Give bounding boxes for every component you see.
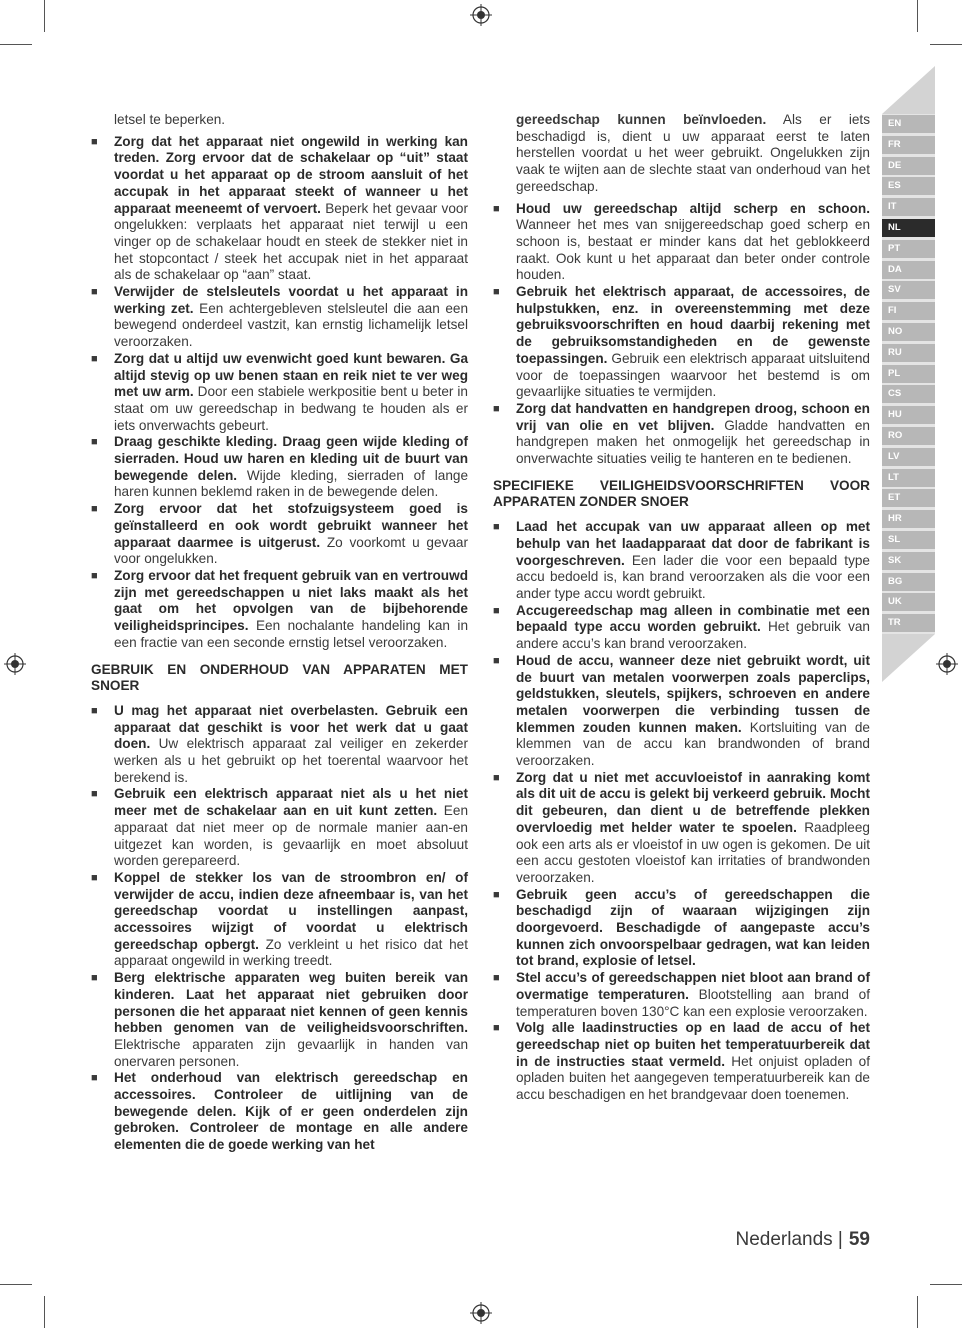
square-bullet-icon: ■ <box>493 1022 500 1035</box>
list-item <box>493 284 870 401</box>
crop-mark <box>44 1296 45 1328</box>
square-bullet-icon: ■ <box>493 972 500 985</box>
square-bullet-icon: ■ <box>91 436 98 449</box>
bold-text: Draag geschikte kleding. Draag geen wijde kleding of sierraden. Houd uw haren en kleding uit de buurt van bewegende delen. <box>114 434 468 483</box>
bold-text: Verwijder de stelsleutels voordat u het apparaat in werking zet. <box>114 284 468 316</box>
crop-mark <box>917 1296 918 1328</box>
list-item <box>493 1020 870 1104</box>
list-item <box>91 786 468 870</box>
body-text: Wanneer het mes van snijgereedschap goed scherp en schoon is, bestaat er minder kans dat het geblokkeerd raakt. Ook kunt u het apparaat dan beter onder controle houden. <box>516 217 870 283</box>
registration-mark-icon <box>936 653 958 675</box>
crop-mark <box>44 0 45 32</box>
bold-text: Zorg ervoor dat het stofzuigsysteem goed is geïnstalleerd en ook wordt gebruikt wanneer het apparaat daarmee is uitgerust. <box>114 501 468 550</box>
language-tab-tr[interactable]: TR <box>882 614 935 632</box>
paragraph <box>493 112 870 196</box>
list-item <box>91 134 468 284</box>
body-text: Kortsluiting van de klemmen van de accu kan brandwonden of brand veroorzaken. <box>516 719 870 769</box>
square-bullet-icon: ■ <box>493 654 500 667</box>
body-text: Wijde kleding, sierraden of lange haren kunnen beklemd raken in de bewegende delen. <box>114 467 468 500</box>
square-bullet-icon: ■ <box>493 286 500 299</box>
registration-mark-icon <box>4 653 26 675</box>
language-tab-sl[interactable]: SL <box>882 531 935 549</box>
list-item <box>493 887 870 971</box>
body-text: Zo voorkomt u gevaar voor ongelukken. <box>114 534 468 567</box>
left-column <box>91 112 468 1154</box>
body-text: Door een stabiele werkpositie bent u beter in staat om uw gereedschap in bedwang te houden als er iets onverwachts gebeurt. <box>114 384 468 433</box>
body-text: Het onjuist opladen of opladen buiten het aangegeven temperatuurbereik kan de accu beschadigen en het brandgevaar doen toenemen. <box>516 1053 871 1103</box>
language-tab-fi[interactable]: FI <box>882 302 935 320</box>
bullet-list <box>493 519 870 1104</box>
list-item <box>91 703 468 787</box>
language-tab-pt[interactable]: PT <box>882 240 935 258</box>
page-footer <box>735 1229 870 1251</box>
language-tab-it[interactable]: IT <box>882 198 935 216</box>
registration-mark-icon <box>470 1302 492 1324</box>
language-tab-no[interactable]: NO <box>882 323 935 341</box>
body-text: Gladde handvatten en handgrepen maken het onmogelijk het gereedschap in onverwachte situaties veilig te hanteren en te bedienen. <box>516 417 870 467</box>
square-bullet-icon: ■ <box>91 788 98 801</box>
crop-mark <box>0 44 32 45</box>
bold-text: Zorg ervoor dat het frequent gebruik van en vertrouwd zijn met gereedschappen u niet laks maakt als het gaat om het opvolgen van de bijbehorende veiligheidsprincipes. <box>114 567 468 634</box>
square-bullet-icon: ■ <box>91 135 98 148</box>
language-tab-ru[interactable]: RU <box>882 344 935 362</box>
bold-text: Houd uw gereedschap altijd scherp en schoon. <box>516 200 870 216</box>
list-item <box>91 970 468 1070</box>
square-bullet-icon: ■ <box>493 604 500 617</box>
bullet-list <box>91 134 468 652</box>
square-bullet-icon: ■ <box>91 286 98 299</box>
bold-text: U mag het apparaat niet overbelasten. Gebruik een apparaat dat geschikt is voor het werk dat u gaat doen. <box>114 702 468 752</box>
list-item <box>493 770 870 887</box>
right-column <box>493 112 870 1104</box>
language-tab-bg[interactable]: BG <box>882 573 935 591</box>
language-tab-nl[interactable]: NL <box>882 219 935 237</box>
crop-mark <box>0 1284 32 1285</box>
language-tab-da[interactable]: DA <box>882 261 935 279</box>
language-tab-ro[interactable]: RO <box>882 427 935 445</box>
language-tab-sk[interactable]: SK <box>882 552 935 570</box>
tab-strip-corner <box>882 634 935 682</box>
crop-mark <box>917 0 918 32</box>
footer-language: Nederlands | <box>735 1229 843 1250</box>
body-text: Elektrische apparaten zijn gevaarlijk in handen van onervaren personen. <box>114 1036 468 1069</box>
square-bullet-icon: ■ <box>493 771 500 784</box>
registration-mark-icon <box>470 4 492 26</box>
crop-mark <box>930 1284 962 1285</box>
square-bullet-icon: ■ <box>91 1072 98 1085</box>
square-bullet-icon: ■ <box>493 888 500 901</box>
language-tab-cs[interactable]: CS <box>882 385 935 403</box>
language-tab-lv[interactable]: LV <box>882 448 935 466</box>
bold-text: Laad het accupak van uw apparaat alleen op met behulp van het laadapparaat dat door de fabrikant is voorgeschreven. <box>516 519 870 568</box>
language-tab-es[interactable]: ES <box>882 177 935 195</box>
bold-text: Zorg dat het apparaat niet ongewild in werking kan treden. Zorg ervoor dat de schakelaar op “uit” staat voordat u het apparaat op de stroom aansluit of het accupak in het apparaat steekt of wanneer u het apparaat meeneemt of vervoert. <box>114 133 468 216</box>
section-heading: GEBRUIK EN ONDERHOUD VAN APPARATEN MET SNOER <box>91 661 468 694</box>
language-tab-hr[interactable]: HR <box>882 510 935 528</box>
list-item <box>91 351 468 435</box>
body-text: Een achtergebleven stelsleutel die aan een bewegend onderdeel vastzit, kan ernstig lichamelijk letsel veroorzaken. <box>114 300 468 350</box>
crop-mark <box>930 44 962 45</box>
bold-text: Het onderhoud van elektrisch gereedschap en accessoires. Controleer de uitlijning van de bewegende delen. Kijk of er geen onderdelen zijn gebroken. Controleer de montage en alle andere elementen die de goede werking van het <box>114 1070 468 1153</box>
bold-text: gereedschap kunnen beïnvloeden. <box>516 112 767 127</box>
square-bullet-icon: ■ <box>493 521 500 534</box>
body-text: Beperk het gevaar voor ongelukken: verplaats het apparaat niet terwijl u een vinger op de schakelaar houdt en steek de stekker niet in het stopcontact / steek het accupak niet in het apparaat als de schakelaar op “aan” staat. <box>114 200 468 283</box>
bullet-list <box>91 703 468 1154</box>
body-text: Een lader die voor een bepaald type accu bedoeld is, kan brand veroorzaken als die voor een ander type accu wordt gebruikt. <box>516 552 870 601</box>
bold-text: Houd de accu, wanneer deze niet gebruikt wordt, uit de buurt van metalen voorwerpen zoals paperclips, geldstukken, sleutels, spijkers, schroeven en andere metalen voorwerpen die verbinding tussen de klemmen zouden kunnen maken. <box>516 652 870 735</box>
bold-text: Volg alle laadinstructies op en laad de accu of het gereedschap niet op buiten het temperatuurbereik dat in de instructies staat vermeld. <box>516 1020 870 1069</box>
list-item <box>493 603 870 653</box>
square-bullet-icon: ■ <box>91 871 98 884</box>
body-text: Gebruik een elektrisch apparaat uitsluitend voor de toepassingen waarvoor het bestemd is om gevaarlijke situaties te vermijden. <box>516 350 870 400</box>
square-bullet-icon: ■ <box>91 569 98 582</box>
body-text: Het gebruik van andere accu’s kan brand veroorzaken. <box>516 619 870 652</box>
language-tab-lt[interactable]: LT <box>882 469 935 487</box>
square-bullet-icon: ■ <box>91 704 98 717</box>
list-item <box>91 870 468 970</box>
language-tab-pl[interactable]: PL <box>882 365 935 383</box>
body-text: Uw elektrisch apparaat zal veiliger en zekerder werken als u het gebruikt op het toerental waarvoor het berekend is. <box>114 736 468 785</box>
language-tabs <box>882 115 935 635</box>
square-bullet-icon: ■ <box>493 202 500 215</box>
bullet-list <box>493 201 870 468</box>
bold-text: Stel accu’s of gereedschappen niet bloot aan brand of overmatige temperaturen. <box>516 970 870 1002</box>
bold-text: Accugereedschap mag alleen in combinatie met een bepaald type accu worden gebruikt. <box>516 602 870 635</box>
bold-text: Gebruik geen accu’s of gereedschappen die beschadigd zijn of waaraan wijzigingen zijn doorgevoerd. Beschadigde of aangepaste accu’s kunnen zich onvoorspelbaar gedragen, wat kan leiden tot brand, explosie of letsel. <box>516 886 870 969</box>
list-item <box>91 568 468 652</box>
list-item <box>91 1070 468 1154</box>
bold-text: Zorg dat u niet met accuvloeistof in aanraking komt als dit uit de accu is gelekt bij verkeerd gebruik. Mocht dit gebeuren, dan dient u de betreffende plekken overvloedig met helder water te spoelen. <box>516 769 870 835</box>
bold-text: Gebruik het elektrisch apparaat, de accessoires, de hulpstukken, enz. in overeenstemming met deze gebruiksvoorschriften en houd daarbij rekening met de gebruiksomstandigheden en de gewenste toepassingen. <box>516 284 870 366</box>
bold-text: Gebruik een elektrisch apparaat niet als u het niet meer met de schakelaar aan en uit kunt zetten. <box>114 786 468 819</box>
page-number: 59 <box>848 1229 870 1250</box>
language-tab-sv[interactable]: SV <box>882 281 935 299</box>
list-item <box>493 401 870 468</box>
body-text: Raadpleeg ook een arts als er vloeistof in uw ogen is gekomen. De uit een accu gestoten vloeistof kan irritaties of brandwonden veroorzaken. <box>516 819 870 885</box>
body-text: Een apparaat dat niet meer op de normale manier aan-en uitgezet kan worden, is gevaarlijk en moet absoluut worden gerepareerd. <box>114 803 468 869</box>
list-item <box>493 970 870 1020</box>
list-item <box>91 284 468 351</box>
square-bullet-icon: ■ <box>91 503 98 516</box>
body-text: Zo verkleint u het risico dat het apparaat ongewild in werking treedt. <box>114 936 468 969</box>
language-tab-fr[interactable]: FR <box>882 136 935 154</box>
language-tab-uk[interactable]: UK <box>882 593 935 611</box>
bold-text: Berg elektrische apparaten weg buiten bereik van kinderen. Laat het apparaat niet gebruiken door personen die het apparaat niet kennen of geen kennis hebben genomen van de veiligheidsvoorschriften. <box>114 970 468 1036</box>
paragraph: letsel te beperken. <box>114 112 226 127</box>
list-item <box>493 653 870 770</box>
bold-text: Koppel de stekker los van de stroombron en/ of verwijder de accu, indien deze afneembaar is, van het gereedschap voordat u instellingen aanpast, accessoires wijzigt of voordat u elektrisch gereedschap opbergt. <box>114 869 468 952</box>
list-item <box>493 519 870 603</box>
language-tab-en[interactable]: EN <box>882 115 935 133</box>
bold-text: Zorg dat u altijd uw evenwicht goed kunt bewaren. Ga altijd stevig op uw benen staan en reik niet te ver weg met uw arm. <box>114 350 468 400</box>
list-item <box>91 434 468 501</box>
body-text: Een nochalante handeling kan in een fractie van een seconde ernstig letsel veroorzaken. <box>114 618 468 650</box>
section-heading: SPECIFIEKE VEILIGHEIDSVOORSCHRIFTEN VOOR APPARATEN ZONDER SNOER <box>493 477 870 510</box>
bold-text: Zorg dat handvatten en handgrepen droog, schoon en vrij van olie en vet blijven. <box>516 400 870 433</box>
list-item <box>493 201 870 285</box>
language-tab-de[interactable]: DE <box>882 157 935 175</box>
body-text: Als er iets beschadigd is, dient u uw apparaat eerst te laten herstellen voordat u het weer gebruikt. Ongelukken zijn vaak te wijten aan de slechte staat van onderhoud van het gereedschap. <box>516 112 870 194</box>
tab-strip-corner <box>882 66 935 114</box>
square-bullet-icon: ■ <box>493 402 500 415</box>
language-tab-hu[interactable]: HU <box>882 406 935 424</box>
body-text: Blootstelling aan brand of temperaturen boven 130°C kan een explosie veroorzaken. <box>516 986 870 1019</box>
list-item <box>91 501 468 568</box>
square-bullet-icon: ■ <box>91 352 98 365</box>
square-bullet-icon: ■ <box>91 972 98 985</box>
language-tab-et[interactable]: ET <box>882 489 935 507</box>
